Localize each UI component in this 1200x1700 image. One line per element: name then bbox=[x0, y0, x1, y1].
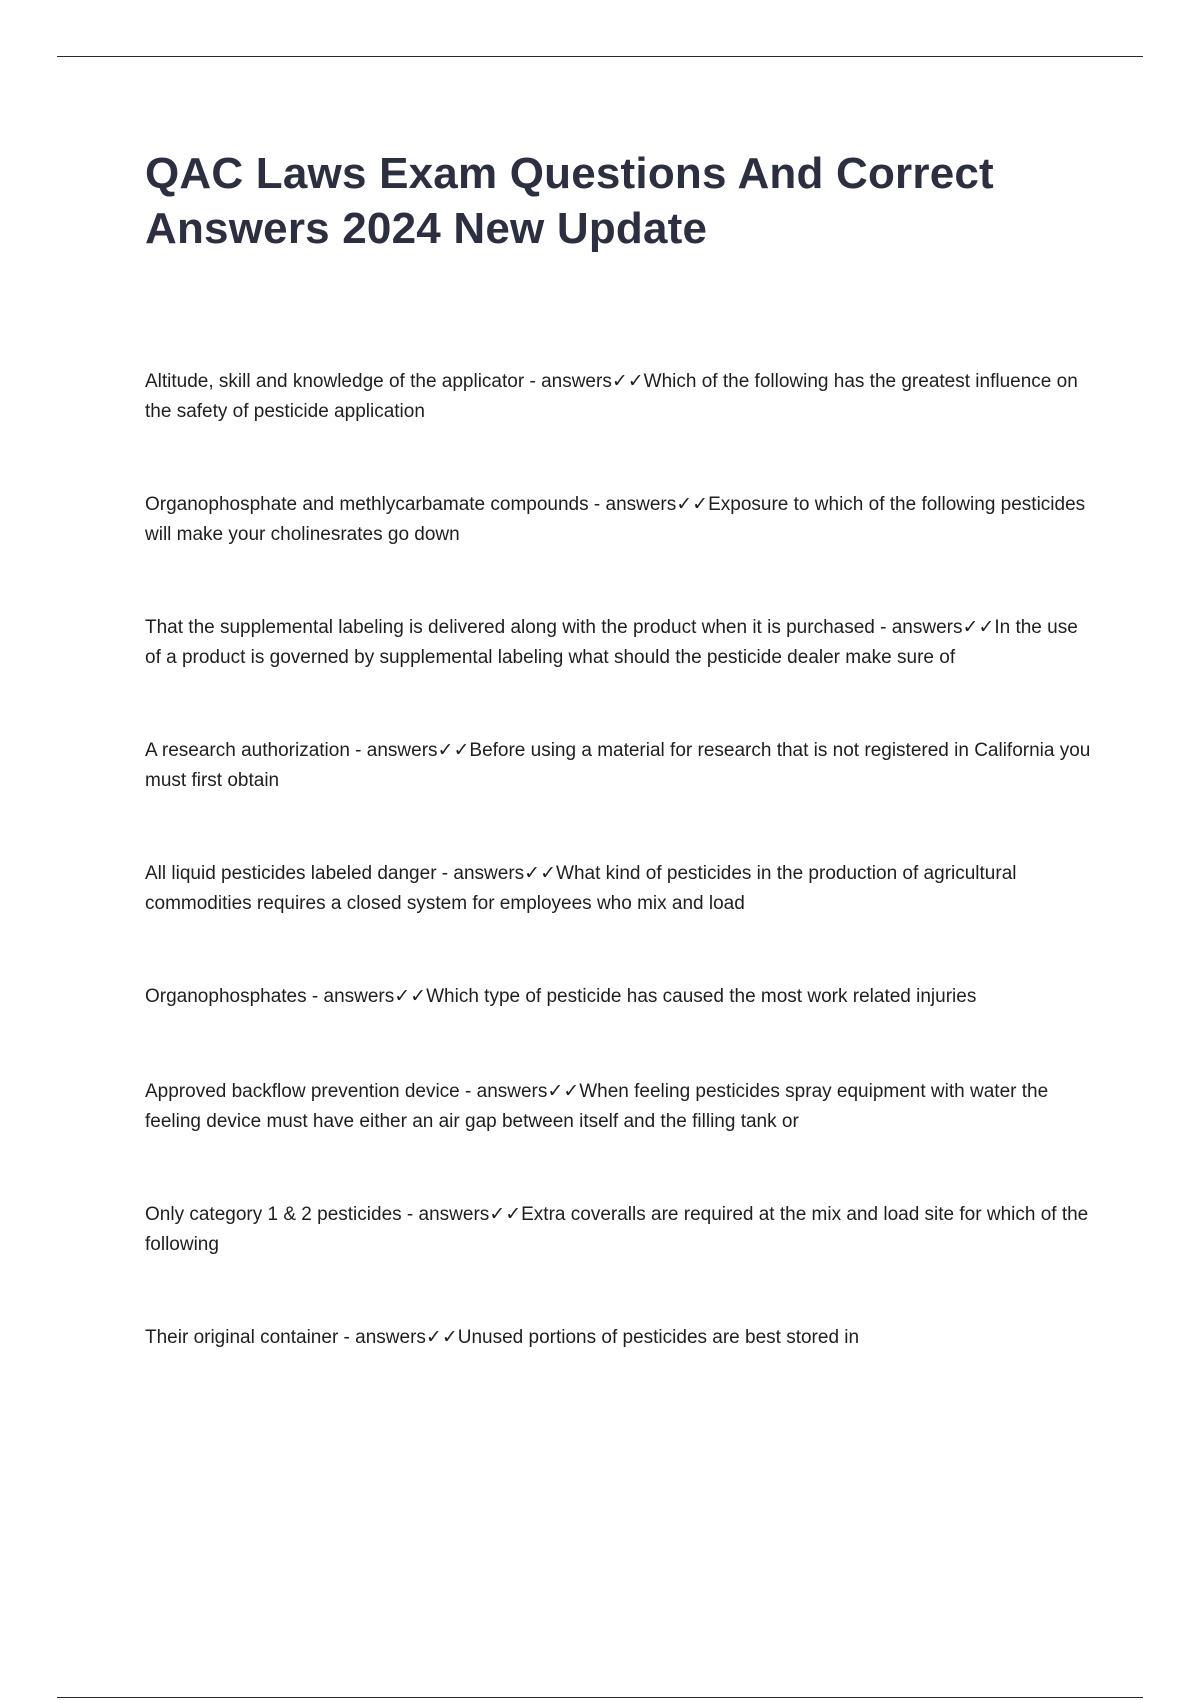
answers-separator: - answers bbox=[874, 617, 963, 638]
answers-separator: - answers bbox=[401, 1204, 490, 1225]
double-check-icon: ✓✓ bbox=[394, 986, 427, 1007]
answer-text: A research authorization bbox=[145, 740, 350, 761]
qa-item bbox=[145, 1200, 1095, 1260]
answers-separator: - answers bbox=[588, 494, 677, 515]
answer-text: Organophosphates bbox=[145, 986, 307, 1007]
answers-separator: - answers bbox=[459, 1081, 548, 1102]
answers-separator: - answers bbox=[524, 371, 612, 392]
double-check-icon: ✓✓ bbox=[676, 494, 709, 515]
double-check-icon: ✓✓ bbox=[524, 863, 557, 884]
qa-item bbox=[145, 490, 1095, 550]
answers-separator: - answers bbox=[436, 863, 525, 884]
question-text: When feeling pesticides spray equipment with water the feeling device must have either an air gap between itself and the filling tank or bbox=[145, 1081, 1049, 1132]
double-check-icon: ✓✓ bbox=[611, 371, 644, 392]
answer-text: All liquid pesticides labeled danger bbox=[145, 863, 437, 884]
qa-item bbox=[145, 1323, 1095, 1353]
answer-text: Organophosphate and methlycarbamate compounds bbox=[145, 494, 589, 515]
qa-item bbox=[145, 982, 1095, 1012]
double-check-icon: ✓✓ bbox=[962, 617, 995, 638]
qa-item bbox=[145, 367, 1095, 427]
double-check-icon: ✓✓ bbox=[489, 1204, 522, 1225]
top-rule bbox=[57, 56, 1143, 57]
bottom-rule bbox=[57, 1697, 1143, 1698]
answer-text: Altitude, skill and knowledge of the applicator bbox=[145, 371, 525, 392]
question-text: Which type of pesticide has caused the most work related injuries bbox=[426, 986, 977, 1007]
qa-item bbox=[145, 736, 1095, 796]
qa-item bbox=[145, 613, 1095, 673]
question-text: Exposure to which of the following pesticides will make your cholinesrates go down bbox=[145, 494, 1086, 545]
answer-text: Approved backflow prevention device bbox=[145, 1081, 460, 1102]
document-title: QAC Laws Exam Questions And Correct Answers 2024 New Update bbox=[145, 149, 994, 253]
double-check-icon: ✓✓ bbox=[425, 1327, 458, 1348]
answer-text: That the supplemental labeling is delivered along with the product when it is purchased bbox=[145, 617, 875, 638]
question-text: Unused portions of pesticides are best stored in bbox=[457, 1327, 860, 1348]
question-text: What kind of pesticides in the production of agricultural commodities requires a closed system for employees who mix and load bbox=[145, 863, 1017, 914]
qa-item bbox=[145, 1077, 1095, 1137]
question-text: In the use of a product is governed by supplemental labeling what should the pesticide dealer make sure of bbox=[145, 617, 1078, 668]
answer-text: Their original container bbox=[145, 1327, 339, 1348]
answers-separator: - answers bbox=[338, 1327, 426, 1348]
answers-separator: - answers bbox=[349, 740, 438, 761]
qa-item bbox=[145, 859, 1095, 919]
question-text: Extra coveralls are required at the mix and load site for which of the following bbox=[145, 1204, 1089, 1255]
question-text: Which of the following has the greatest influence on the safety of pesticide application bbox=[145, 371, 1078, 422]
question-text: Before using a material for research that is not registered in California you must first obtain bbox=[145, 740, 1091, 791]
double-check-icon: ✓✓ bbox=[437, 740, 470, 761]
answers-separator: - answers bbox=[306, 986, 395, 1007]
double-check-icon: ✓✓ bbox=[547, 1081, 580, 1102]
answer-text: Only category 1 & 2 pesticides bbox=[145, 1204, 402, 1225]
